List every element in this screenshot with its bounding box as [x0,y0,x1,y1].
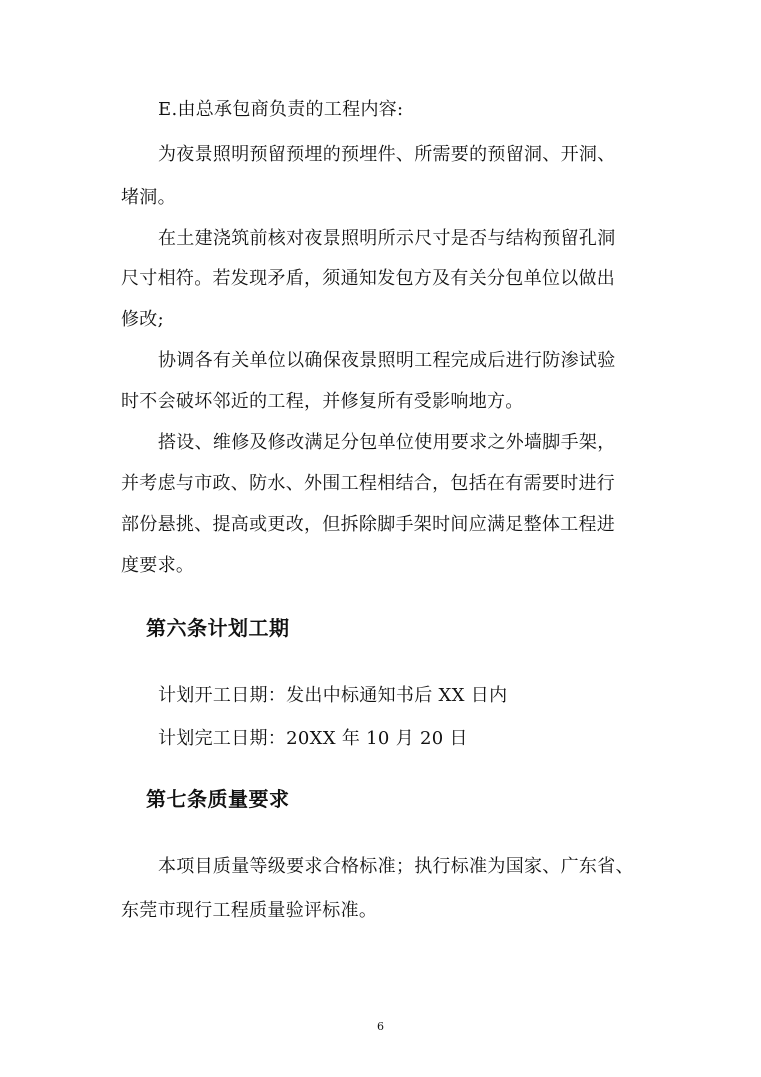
planned-end-date: 计划完工日期：20XX 年 10 月 20 日 [158,728,468,749]
page-number: 6 [377,1020,384,1033]
paragraph-4-line-1: 搭设、维修及修改满足分包单位使用要求之外墙脚手架， [158,432,616,453]
paragraph-1-line-1: 为夜景照明预留预埋的预埋件、所需要的预留洞、开洞、 [158,144,616,165]
paragraph-2-line-2: 尺寸相符。若发现矛盾，须通知发包方及有关分包单位以做出 [121,268,616,289]
paragraph-1-line-2: 堵洞。 [121,187,176,208]
article-6-heading: 第六条计划工期 [146,616,290,640]
paragraph-3-line-2: 时不会破坏邻近的工程，并修复所有受影响地方。 [121,391,524,412]
paragraph-4-line-3: 部份悬挑、提高或更改，但拆除脚手架时间应满足整体工程进 [121,514,616,535]
paragraph-2-line-1: 在土建浇筑前核对夜景照明所示尺寸是否与结构预留孔洞 [158,228,616,249]
quality-line-2: 东莞市现行工程质量验评标准。 [121,900,378,921]
paragraph-4-line-2: 并考虑与市政、防水、外围工程相结合，包括在有需要时进行 [121,473,616,494]
paragraph-4-line-4: 度要求。 [121,555,195,576]
planned-start-date: 计划开工日期：发出中标通知书后 XX 日内 [158,685,508,706]
paragraph-3-line-1: 协调各有关单位以确保夜景照明工程完成后进行防渗试验 [158,350,616,371]
article-7-heading: 第七条质量要求 [146,787,290,811]
section-e-title: E.由总承包商负责的工程内容: [158,99,404,120]
quality-line-1: 本项目质量等级要求合格标准；执行标准为国家、广东省、 [158,856,634,877]
paragraph-2-line-3: 修改; [121,309,164,330]
